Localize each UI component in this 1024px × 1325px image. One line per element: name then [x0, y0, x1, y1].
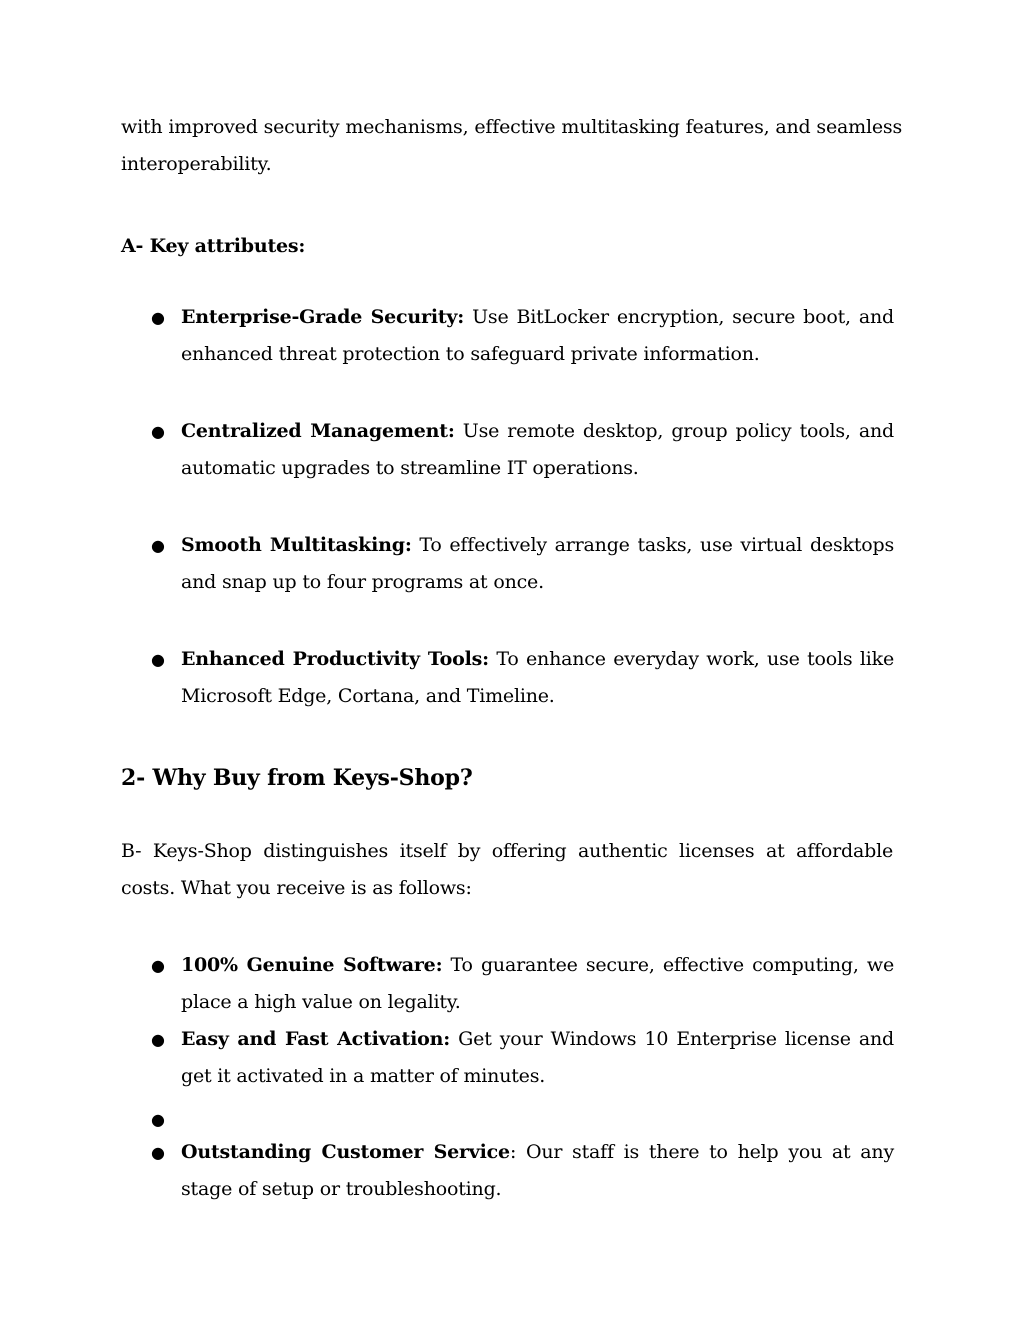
list-item-term: Easy and Fast Activation: — [181, 1028, 451, 1050]
list-item-body — [181, 1021, 894, 1095]
bullet-icon: ● — [151, 650, 165, 669]
list-item-text: To effectively arrange tasks, use virtual desktops and snap up to four programs at once. — [181, 534, 894, 593]
list-item — [121, 413, 894, 487]
bullet-icon: ● — [151, 956, 165, 975]
list-item-text: Get your Windows 10 Enterprise license and get it activated in a matter of minutes. — [181, 1028, 894, 1087]
list-item-term: Enhanced Productivity Tools: — [181, 648, 489, 670]
list-item-body — [181, 1134, 894, 1208]
bullet-icon: ● — [151, 422, 165, 441]
list-item — [121, 299, 894, 373]
list-item-text: To guarantee secure, effective computing, we place a high value on legality. — [181, 954, 894, 1013]
bullet-icon: ● — [151, 1110, 165, 1129]
list-item-body — [181, 527, 894, 601]
section-2-heading: 2- Why Buy from Keys-Shop? — [121, 765, 473, 791]
list-item-body — [181, 299, 894, 373]
section-2-paragraph: B- Keys-Shop distinguishes itself by offering authentic licenses at affordable costs. What you receive is as follows: — [121, 840, 893, 899]
list-item — [121, 1134, 894, 1208]
list-item-text: To enhance everyday work, use tools like Microsoft Edge, Cortana, and Timeline. — [181, 648, 894, 707]
list-item-term: Smooth Multitasking: — [181, 534, 412, 556]
intro-paragraph: with improved security mechanisms, effective multitasking features, and seamless interoperability. — [121, 116, 902, 175]
list-item-term: Outstanding Customer Service — [181, 1141, 510, 1163]
list-item-text: : Our staff is there to help you at any stage of setup or troubleshooting. — [181, 1141, 894, 1200]
list-item-term: Centralized Management: — [181, 420, 455, 442]
list-item-text: Use remote desktop, group policy tools, and automatic upgrades to streamline IT operations. — [181, 420, 894, 479]
list-item-body — [181, 413, 894, 487]
list-item-body — [181, 947, 894, 1021]
list-item-text: Use BitLocker encryption, secure boot, and enhanced threat protection to safeguard private information. — [181, 306, 894, 365]
section-a-heading: A- Key attributes: — [121, 235, 306, 257]
list-item — [121, 641, 894, 715]
list-item-term: Enterprise-Grade Security: — [181, 306, 465, 328]
bullet-icon: ● — [151, 308, 165, 327]
list-item — [121, 527, 894, 601]
list-item-term: 100% Genuine Software: — [181, 954, 443, 976]
list-item — [121, 1021, 894, 1095]
bullet-icon: ● — [151, 536, 165, 555]
list-item-body — [181, 641, 894, 715]
list-item — [121, 947, 894, 1021]
bullet-icon: ● — [151, 1143, 165, 1162]
bullet-icon: ● — [151, 1030, 165, 1049]
